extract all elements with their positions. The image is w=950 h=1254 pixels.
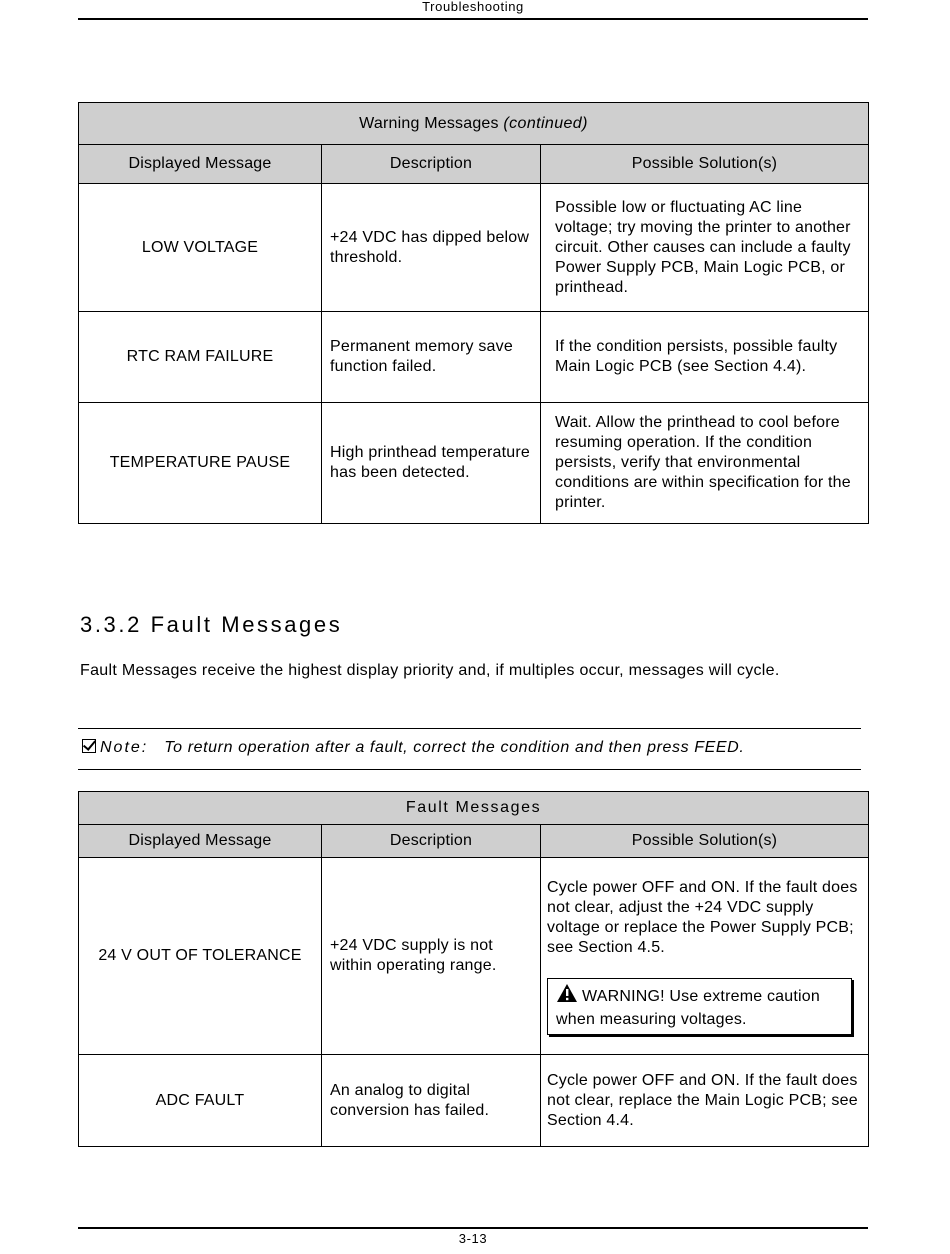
table-title: Fault Messages bbox=[79, 792, 869, 825]
column-header: Possible Solution(s) bbox=[541, 825, 869, 858]
warning-text: WARNING! Use extreme caution when measuring voltages. bbox=[556, 987, 820, 1028]
note-block bbox=[78, 728, 861, 770]
table-row bbox=[79, 858, 869, 1055]
warning-callout bbox=[547, 978, 852, 1035]
description-cell: An analog to digital conversion has failed. bbox=[322, 1055, 541, 1147]
warning-triangle-icon bbox=[556, 983, 578, 1009]
table-title: Warning Messages (continued) bbox=[79, 103, 869, 145]
column-header-row bbox=[79, 825, 869, 858]
checkbox-icon bbox=[82, 739, 96, 753]
message-cell: 24 V OUT OF TOLERANCE bbox=[79, 858, 322, 1055]
table-row bbox=[79, 403, 869, 524]
table-title-row bbox=[79, 103, 869, 145]
solution-cell bbox=[541, 1055, 869, 1147]
section-heading: 3.3.2 Fault Messages bbox=[80, 612, 343, 637]
column-header: Displayed Message bbox=[79, 145, 322, 184]
description-cell: High printhead temperature has been detected. bbox=[322, 403, 541, 524]
table-row bbox=[79, 1055, 869, 1147]
header-title: Troubleshooting bbox=[422, 0, 524, 14]
note-text: To return operation after a fault, correct the condition and then press FEED. bbox=[164, 739, 745, 756]
warning-messages-table bbox=[78, 102, 869, 524]
column-header: Description bbox=[322, 145, 541, 184]
column-header: Displayed Message bbox=[79, 825, 322, 858]
message-cell: LOW VOLTAGE bbox=[79, 184, 322, 312]
note-label: Note: bbox=[100, 739, 149, 756]
page-footer bbox=[78, 1227, 868, 1246]
page-number: 3-13 bbox=[458, 1231, 488, 1246]
title-suffix: (continued) bbox=[503, 114, 588, 132]
description-cell: Permanent memory save function failed. bbox=[322, 312, 541, 403]
solution-cell: Possible low or fluctuating AC line voltage; try moving the printer to another circuit. Other causes can include a faulty Power Supply PCB, Main Logic PCB, or printhead. bbox=[541, 184, 869, 312]
column-header: Possible Solution(s) bbox=[541, 145, 869, 184]
message-cell: RTC RAM FAILURE bbox=[79, 312, 322, 403]
table-title-row bbox=[79, 792, 869, 825]
page-header bbox=[78, 0, 868, 20]
solution-text: Cycle power OFF and ON. If the fault does not clear, adjust the +24 VDC supply voltage or replace the Power Supply PCB; see Section 4.5. bbox=[547, 878, 858, 956]
message-cell: TEMPERATURE PAUSE bbox=[79, 403, 322, 524]
description-cell: +24 VDC has dipped below threshold. bbox=[322, 184, 541, 312]
description-cell: +24 VDC supply is not within operating range. bbox=[322, 858, 541, 1055]
solution-cell: Wait. Allow the printhead to cool before resuming operation. If the condition persists, verify that environmental conditions are within specification for the printer. bbox=[541, 403, 869, 524]
solution-cell: If the condition persists, possible faulty Main Logic PCB (see Section 4.4). bbox=[541, 312, 869, 403]
solution-text: Cycle power OFF and ON. If the fault does not clear, replace the Main Logic PCB; see Section 4.4. bbox=[547, 1071, 858, 1129]
column-header: Description bbox=[322, 825, 541, 858]
section-intro: Fault Messages receive the highest display priority and, if multiples occur, messages will cycle. bbox=[80, 662, 780, 679]
column-header-row bbox=[79, 145, 869, 184]
fault-messages-table bbox=[78, 791, 869, 1147]
table-row bbox=[79, 184, 869, 312]
table-row bbox=[79, 312, 869, 403]
message-cell: ADC FAULT bbox=[79, 1055, 322, 1147]
solution-cell bbox=[541, 858, 869, 1055]
